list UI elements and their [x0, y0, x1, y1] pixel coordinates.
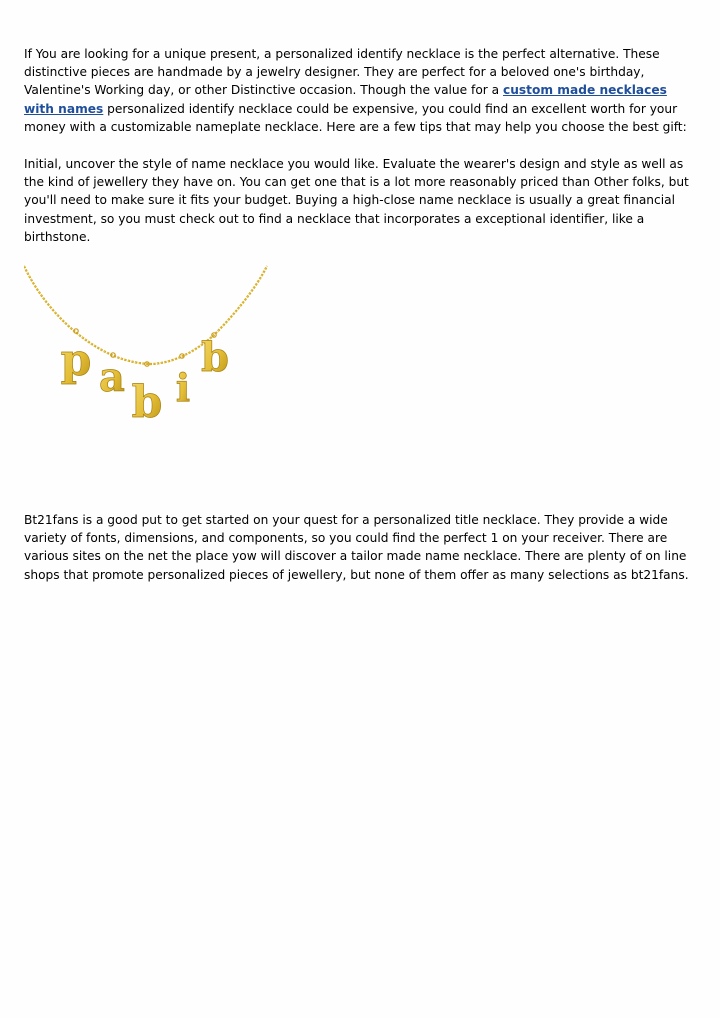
charm-letter-i: i	[175, 365, 191, 410]
necklace-illustration	[24, 263, 268, 426]
charm-letter-b-2: b	[201, 334, 229, 381]
bt21fans-paragraph: Bt21fans is a good put to get started on your quest for a personalized title necklace. They provide a wide variety of fonts, dimensions, and components, so you could find the perfect 1 on your receiver. There are various sites on the net the place yow will discover a tailor made name necklace. There are plenty of on line shops that promote personalized pieces of jewellery, but none of them offer as many selections as bt21fans.	[24, 513, 689, 582]
custom-necklaces-link[interactable]: custom made necklaces with names	[24, 83, 667, 116]
intro-text-before-link: If You are looking for a unique present, a personalized identify necklace is the perfect alternative. These distinctive pieces are handmade by a jewelry designer. They are perfect for a beloved one's birthday, Valentine's Working day, or other Distinctive occasion. Though the value for a	[24, 47, 660, 98]
style-paragraph: Initial, uncover the style of name necklace you would like. Evaluate the wearer's design and style as well as the kind of jewellery they have on. You can get one that is a lot more reasonably priced than Other folks, but you'll need to make sure it fits your budget. Buying a high-close name necklace is usually a great financial investment, so you must check out to find a necklace that incorporates a exceptional identifier, like a birthstone.	[24, 157, 689, 244]
charm-letter-b: b	[131, 377, 163, 426]
name-necklace-image	[24, 263, 268, 426]
intro-text-after-link: personalized identify necklace could be expensive, you could find an excellent worth for your money with a customizable nameplate necklace. Here are a few tips that may help you choose the best gift:	[24, 101, 687, 134]
charm-letter-a: a	[99, 354, 125, 401]
charm-letter-p: p	[60, 335, 92, 386]
intro-paragraph	[24, 45, 696, 136]
